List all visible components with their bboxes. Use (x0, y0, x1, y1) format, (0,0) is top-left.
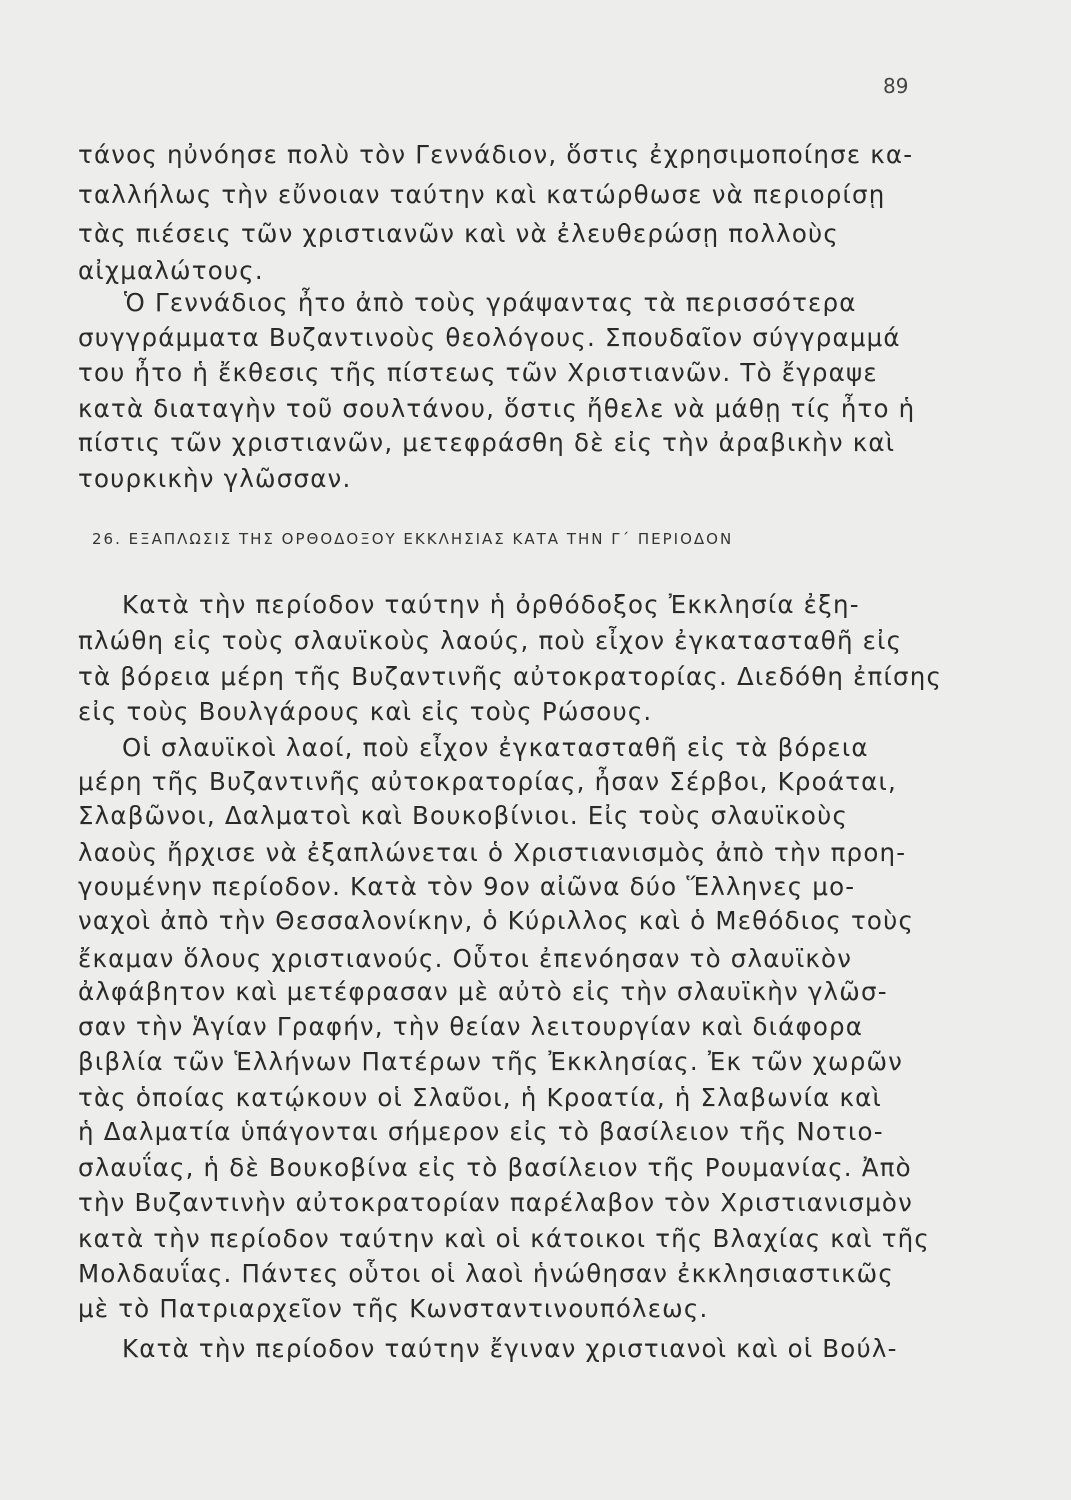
text-line: μέρη τῆς Βυζαντινῆς αὐτοκρατορίας, ἦσαν Σέρβοι, Κροάται, (78, 767, 897, 796)
text-line: σαν τὴν Ἁγίαν Γραφήν, τὴν θείαν λειτουργίαν καὶ διάφορα (78, 1012, 864, 1041)
page-number: 89 (883, 74, 909, 98)
text-line: τάνος ηὐνόησε πολὺ τὸν Γεννάδιον, ὅστις ἐχρησιμοποίησε κα- (78, 140, 914, 169)
text-line: ἡ Δαλματία ὑπάγονται σήμερον εἰς τὸ βασίλειον τῆς Νοτιο- (78, 1117, 884, 1146)
text-line: κατὰ τὴν περίοδον ταύτην καὶ οἱ κάτοικοι τῆς Βλαχίας καὶ τῆς (78, 1224, 930, 1253)
text-line: γουμένην περίοδον. Κατὰ τὸν 9ον αἰῶνα δύο Ἕλληνες μο- (78, 872, 856, 901)
text-line: τὰς ὁποίας κατῴκουν οἱ Σλαῦοι, ἡ Κροατία, ἡ Σλαβωνία καὶ (78, 1083, 882, 1112)
text-line: τὴν Βυζαντινὴν αὐτοκρατορίαν παρέλαβον τὸν Χριστιανισμὸν (78, 1188, 914, 1217)
text-line: τὰς πιέσεις τῶν χριστιανῶν καὶ νὰ ἐλευθερώσῃ πολλοὺς (78, 219, 839, 248)
text-line: Κατὰ τὴν περίοδον ταύτην ἡ ὀρθόδοξος Ἐκκλησία ἐξη- (122, 590, 860, 619)
text-line: βιβλία τῶν Ἑλλήνων Πατέρων τῆς Ἐκκλησίας. Ἐκ τῶν χωρῶν (78, 1047, 904, 1076)
text-line: λαοὺς ἤρχισε νὰ ἐξαπλώνεται ὁ Χριστιανισμὸς ἀπὸ τὴν προη- (78, 838, 907, 867)
text-line: ναχοὶ ἀπὸ τὴν Θεσσαλονίκην, ὁ Κύριλλος καὶ ὁ Μεθόδιος τοὺς (78, 906, 915, 935)
text-line: σλαυΐας, ἡ δὲ Βουκοβίνα εἰς τὸ βασίλειον τῆς Ρουμανίας. Ἀπὸ (78, 1153, 912, 1182)
text-line: του ἦτο ἡ ἔκθεσις τῆς πίστεως τῶν Χριστιανῶν. Τὸ ἔγραψε (78, 358, 878, 387)
text-line: τουρκικὴν γλῶσσαν. (78, 464, 352, 493)
text-line: Οἱ σλαυϊκοὶ λαοί, ποὺ εἶχον ἐγκατασταθῆ εἰς τὰ βόρεια (122, 733, 869, 762)
text-line: Μολδαυΐας. Πάντες οὗτοι οἱ λαοὶ ἡνώθησαν ἐκκλησιαστικῶς (78, 1259, 894, 1288)
text-line: κατὰ διαταγὴν τοῦ σουλτάνου, ὅστις ἤθελε νὰ μάθῃ τίς ἦτο ἡ (78, 394, 916, 423)
text-line: ἔκαμαν ὅλους χριστιανούς. Οὗτοι ἐπενόησαν τὸ σλαυϊκὸν (78, 944, 853, 973)
text-line: αἰχμαλώτους. (78, 256, 264, 285)
text-line: ταλλήλως τὴν εὔνοιαν ταύτην καὶ κατώρθωσε νὰ περιορίσῃ (78, 180, 886, 209)
text-line: συγγράμματα Βυζαντινοὺς θεολόγους. Σπουδαῖον σύγγραμμά (78, 323, 901, 352)
text-line: εἰς τοὺς Βουλγάρους καὶ εἰς τοὺς Ρώσους. (78, 697, 653, 726)
text-line: ἀλφάβητον καὶ μετέφρασαν μὲ αὐτὸ εἰς τὴν σλαυϊκὴν γλῶσ- (78, 977, 888, 1006)
text-line: τὰ βόρεια μέρη τῆς Βυζαντινῆς αὐτοκρατορίας. Διεδόθη ἐπίσης (78, 662, 943, 691)
text-line: Ὁ Γεννάδιος ἦτο ἀπὸ τοὺς γράψαντας τὰ περισσότερα (124, 288, 857, 317)
text-line: Σλαβῶνοι, Δαλματοὶ καὶ Βουκοβίνιοι. Εἰς τοὺς σλαυϊκοὺς (78, 801, 849, 830)
text-line: μὲ τὸ Πατριαρχεῖον τῆς Κωνσταντινουπόλεως. (78, 1294, 709, 1323)
text-line: Κατὰ τὴν περίοδον ταύτην ἔγιναν χριστιανοὶ καὶ οἱ Βούλ- (122, 1334, 898, 1363)
section-heading: 26. ΕΞΑΠΛΩΣΙΣ ΤΗΣ ΟΡΘΟΔΟΞΟΥ ΕΚΚΛΗΣΙΑΣ ΚΑΤΑ ΤΗΝ Γ΄ ΠΕΡΙΟΔΟΝ (92, 530, 734, 548)
text-line: πίστις τῶν χριστιανῶν, μετεφράσθη δὲ εἰς τὴν ἀραβικὴν καὶ (78, 428, 896, 457)
text-line: πλώθη εἰς τοὺς σλαυϊκοὺς λαούς, ποὺ εἶχον ἐγκατασταθῆ εἰς (78, 626, 903, 655)
